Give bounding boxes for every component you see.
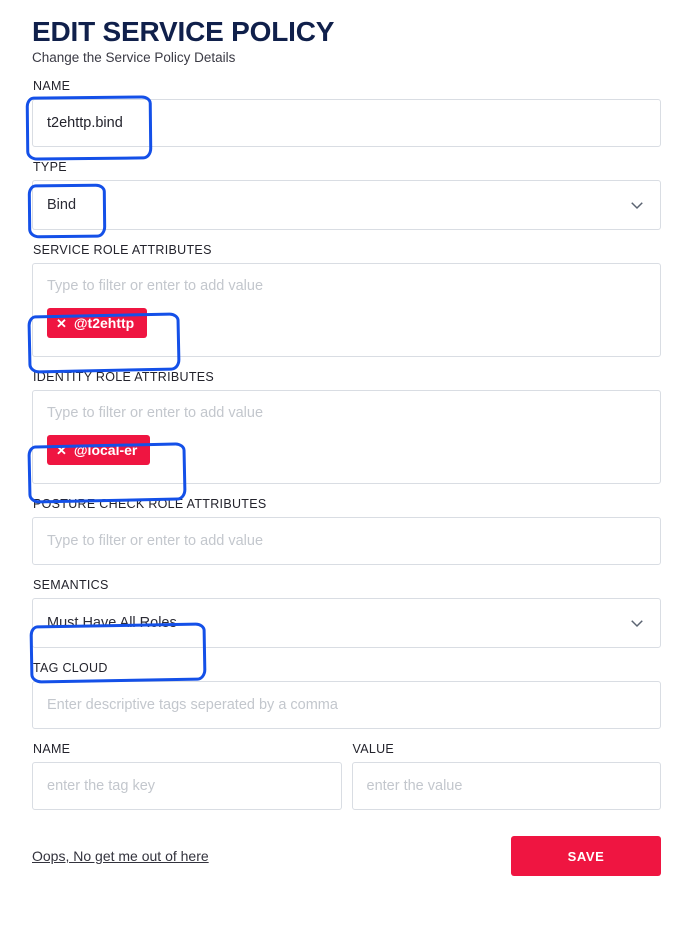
label-posture-check-role-attributes: POSTURE CHECK ROLE ATTRIBUTES	[33, 497, 267, 511]
tag-name-input[interactable]: enter the tag key	[32, 762, 342, 810]
field-type	[32, 160, 661, 230]
save-button[interactable]: SAVE	[511, 836, 661, 876]
semantics-select[interactable]	[32, 598, 661, 648]
tag-key-value-row	[32, 742, 661, 810]
label-name: NAME	[33, 79, 71, 93]
chip-label: @local-er	[73, 442, 138, 458]
field-name	[32, 79, 661, 147]
name-input[interactable]: t2ehttp.bind	[32, 99, 661, 147]
chip-label: @t2ehttp	[73, 315, 135, 331]
field-posture-check-role-attributes	[32, 497, 661, 565]
semantics-select-value: Must Have All Roles	[47, 615, 177, 631]
close-icon[interactable]: ✕	[56, 442, 67, 458]
label-tag-name: NAME	[33, 742, 71, 756]
close-icon[interactable]: ✕	[56, 315, 67, 331]
field-identity-role-attributes	[32, 370, 661, 484]
label-service-role-attributes: SERVICE ROLE ATTRIBUTES	[33, 243, 212, 257]
field-service-role-attributes	[32, 243, 661, 357]
field-semantics	[32, 578, 661, 648]
identity-role-attributes-input[interactable]: Type to filter or enter to add value	[47, 405, 264, 421]
label-tag-cloud: TAG CLOUD	[33, 661, 108, 675]
role-attribute-chip[interactable]	[47, 308, 147, 338]
type-select[interactable]	[32, 180, 661, 230]
page-title: EDIT SERVICE POLICY	[32, 16, 335, 47]
chevron-down-icon	[628, 614, 646, 632]
identity-role-attributes-box[interactable]	[32, 390, 661, 484]
label-type: TYPE	[33, 160, 67, 174]
field-tag-cloud	[32, 661, 661, 729]
page-subtitle: Change the Service Policy Details	[32, 50, 236, 65]
field-tag-value	[352, 742, 662, 810]
label-tag-value: VALUE	[352, 742, 395, 756]
tag-value-input[interactable]: enter the value	[352, 762, 662, 810]
service-role-attributes-box[interactable]	[32, 263, 661, 357]
type-select-value: Bind	[47, 197, 77, 213]
cancel-link[interactable]: Oops, No get me out of here	[32, 848, 209, 864]
role-attribute-chip[interactable]	[47, 435, 150, 465]
posture-check-role-attributes-input[interactable]: Type to filter or enter to add value	[32, 517, 661, 565]
label-semantics: SEMANTICS	[33, 578, 109, 592]
field-tag-name	[32, 742, 342, 810]
service-role-attributes-input[interactable]: Type to filter or enter to add value	[47, 278, 264, 294]
tag-cloud-input[interactable]: Enter descriptive tags seperated by a comma	[32, 681, 661, 729]
chevron-down-icon	[628, 196, 646, 214]
label-identity-role-attributes: IDENTITY ROLE ATTRIBUTES	[33, 370, 215, 384]
form-footer	[32, 836, 661, 876]
